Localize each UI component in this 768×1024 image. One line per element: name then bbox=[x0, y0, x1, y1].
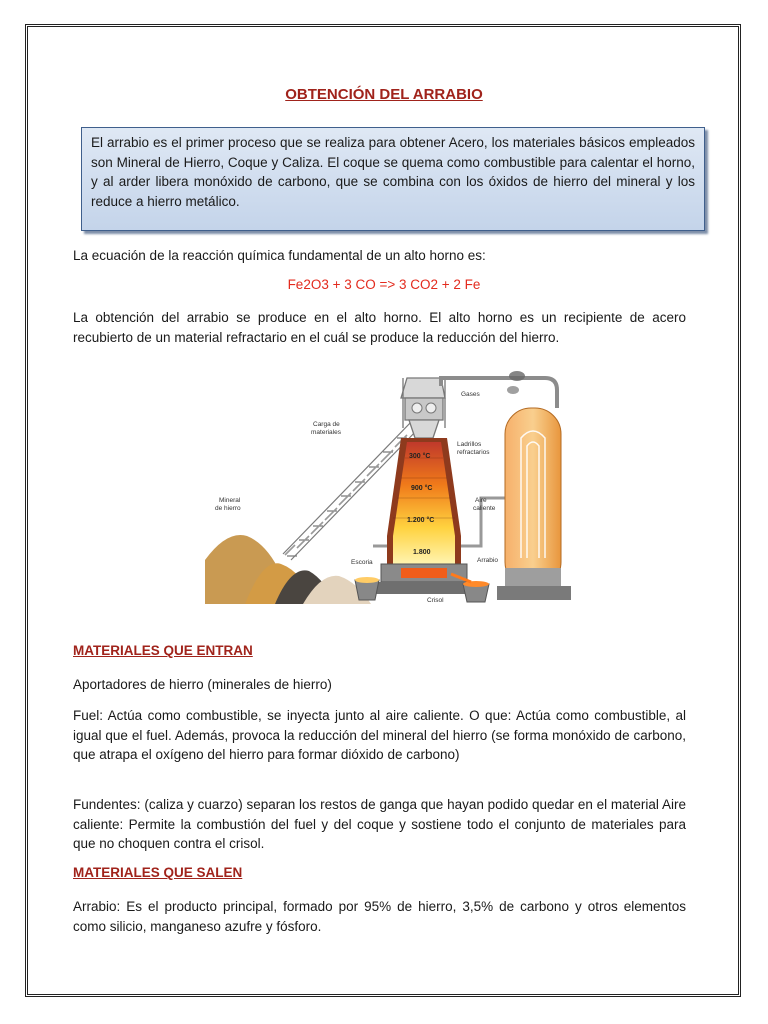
label-carga-2: materiales bbox=[311, 429, 341, 436]
temp-300: 300 °C bbox=[409, 453, 431, 460]
label-aire-2: caliente bbox=[473, 505, 496, 512]
blast-furnace-illustration bbox=[205, 368, 575, 604]
chemical-equation: Fe2O3 + 3 CO => 3 CO2 + 2 Fe bbox=[287, 277, 481, 292]
intro-box: El arrabio es el primer proceso que se realiza para obtener Acero, los materiales básicos empleados son Mineral de Hierro, Coque y Caliza. El coque se quema como combustible para calentar el horno, y al arder libera monóxido de carbono, que se combina con los óxidos de hierro del mineral y los reduce a hierro metálico. bbox=[81, 127, 705, 231]
hot-blast-stove bbox=[505, 408, 561, 588]
blast-furnace-diagram bbox=[205, 368, 575, 604]
page-title: OBTENCIÓN DEL ARRABIO bbox=[285, 86, 483, 103]
heading-materiales-entran: MATERIALES QUE ENTRAN bbox=[73, 643, 253, 658]
equation-intro: La ecuación de la reacción química fundamental de un alto horno es: bbox=[73, 248, 486, 263]
temp-1800: 1.800 bbox=[413, 549, 431, 556]
label-ladrillos-2: refractarios bbox=[457, 449, 490, 456]
label-escoria: Escoria bbox=[351, 559, 373, 566]
heading-materiales-salen: MATERIALES QUE SALEN bbox=[73, 865, 243, 880]
label-mineral-1: Mineral bbox=[219, 497, 241, 504]
label-carga-1: Carga de bbox=[313, 421, 340, 428]
label-arrabio: Arrabio bbox=[477, 557, 498, 564]
paragraph-fuel: Fuel: Actúa como combustible, se inyecta junto al aire caliente. O que: Actúa como combustible, al igual que el fuel. Además, provoca la reducción del mineral del hierro (se forma monóxido de carbono, que atrapa el oxígeno del hierro para formar dióxido de carbono) bbox=[73, 708, 686, 762]
label-aire-1: Aire bbox=[475, 497, 487, 504]
label-ladrillos-1: Ladrillos bbox=[457, 441, 482, 448]
paragraph-aportadores: Aportadores de hierro (minerales de hierro) bbox=[73, 677, 332, 692]
paragraph-arrabio: Arrabio: Es el producto principal, formado por 95% de hierro, 3,5% de carbono y otros elementos como silicio, manganeso azufre y fósforo. bbox=[73, 899, 686, 934]
temp-1200: 1.200 °C bbox=[407, 517, 435, 524]
gas-pipe bbox=[441, 378, 557, 408]
furnace-paragraph: La obtención del arrabio se produce en el alto horno. El alto horno es un recipiente de acero recubierto de un material refractario en el cuál se produce la reducción del hierro. bbox=[73, 310, 686, 345]
furnace-top-frame bbox=[401, 378, 445, 438]
temp-900: 900 °C bbox=[411, 485, 433, 492]
label-crisol: Crisol bbox=[427, 597, 444, 604]
paragraph-fundentes: Fundentes: (caliza y cuarzo) separan los restos de ganga que hayan podido quedar en el material Aire caliente: Permite la combustión del fuel y del coque y sostiene todo el conjunto de materiales para que no choquen contra el crisol. bbox=[73, 797, 686, 851]
label-gases: Gases bbox=[461, 391, 480, 398]
label-mineral-2: de hierro bbox=[215, 505, 241, 512]
